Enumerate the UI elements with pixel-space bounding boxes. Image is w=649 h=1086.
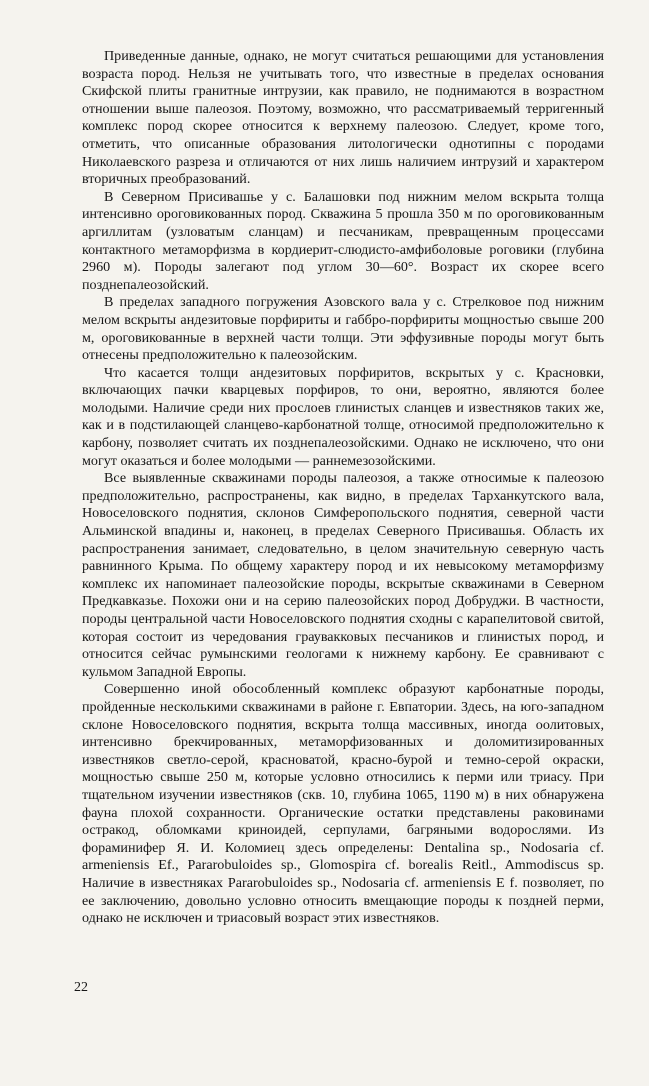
- body-text: [82, 48, 604, 928]
- paragraph-2: В Северном Присивашье у с. Балашовки под нижним мелом вскрыта толща интенсивно ороговикованных пород. Скважина 5 прошла 350 м по ороговикованным аргиллитам (узловатым сланцам) и песчаникам, превращенным процессами контактного метаморфизма в кордиерит-слюдисто-амфиболовые роговики (глубина 2960 м). Породы залегают под углом 30—60°. Возраст их скорее всего позднепалеозойский.: [82, 188, 604, 293]
- paragraph-4: Что касается толщи андезитовых порфиритов, вскрытых у с. Красновки, включающих пачки кварцевых порфиров, то они, вероятно, являются более молодыми. Наличие среди них прослоев глинистых сланцев и известняков таких же, как и в подстилающей сланцево-карбонатной толще, относимой предположительно к карбону, позволяет считать их позднепалеозойскими. Однако не исключено, что они могут оказаться и более молодыми — раннемезозойскими.: [82, 364, 604, 469]
- paragraph-5: Все выявленные скважинами породы палеозоя, а также относимые к палеозою предположительно, распространены, как видно, в пределах Тарханкутского вала, Новоселовского поднятия, склонов Симферопольского поднятия, северной части Альминской впадины и, наконец, в пределах Северного Присивашья. Область их распространения занимает, следовательно, в целом значительную северную часть равнинного Крыма. По общему характеру пород и их невысокому метаморфизму комплекс их напоминает палеозойские породы, вскрытые скважинами в Северном Предкавказье. Похожи они и на серию палеозойских пород Добруджи. В частности, породы центральной части Новоселовского поднятия сходны с карапелитовой свитой, которая состоит из чередования граувакковых песчаников и глинистых пород, и относится сейчас румынскими геологами к нижнему карбону. Ее сравнивают с кульмом Западной Европы.: [82, 470, 604, 680]
- page-number: 22: [74, 980, 88, 995]
- paragraph-6: Совершенно иной обособленный комплекс образуют карбонатные породы, пройденные несколькими скважинами в районе г. Евпатории. Здесь, на юго-западном склоне Новоселовского поднятия, вскрыта толща массивных, иногда оолитовых, интенсивно брекчированных, метаморфизованных и доломитизированных известняков светло-серой, красноватой, красно-бурой и темно-серой окраски, мощностью свыше 250 м, которые условно относились к перми или триасу. При тщательном изучении известняков (скв. 10, глубина 1065, 1190 м) в них обнаружена фауна плохой сохранности. Органические остатки представлены раковинами остракод, обломками криноидей, серпулами, багряными водорослями. Из фораминифер Я. И. Коломиец здесь определены: Dentalina sp., Nodosaria cf. armeniensis Ef., Pararobuloides sp., Glomospira cf. borealis Reitl., Ammodiscus sp. Наличие в известняках Pararobuloides sp., Nodosaria cf. armeniensis E f. позволяет, по ее заключению, довольно условно относить вмещающие породы к поздней перми, однако не исключен и триасовый возраст этих известняков.: [82, 681, 604, 927]
- paragraph-1: Приведенные данные, однако, не могут считаться решающими для установления возраста пород. Нельзя не учитывать того, что известные в пределах основания Скифской плиты гранитные интрузии, как правило, не поднимаются в возрастном отношении выше палеозоя. Поэтому, возможно, что рассматриваемый терригенный комплекс пород скорее относится к верхнему палеозою. Следует, кроме того, отметить, что описанные образования литологически однотипны с породами Николаевского разреза и отличаются от них лишь наличием интрузий и характером вторичных преобразований.: [82, 48, 604, 188]
- paragraph-3: В пределах западного погружения Азовского вала у с. Стрелковое под нижним мелом вскрыты андезитовые порфириты и габбро-порфириты мощностью свыше 200 м, ороговикованные в верхней части толщи. Эти эффузивные породы могут быть отнесены предположительно к палеозойским.: [82, 294, 604, 364]
